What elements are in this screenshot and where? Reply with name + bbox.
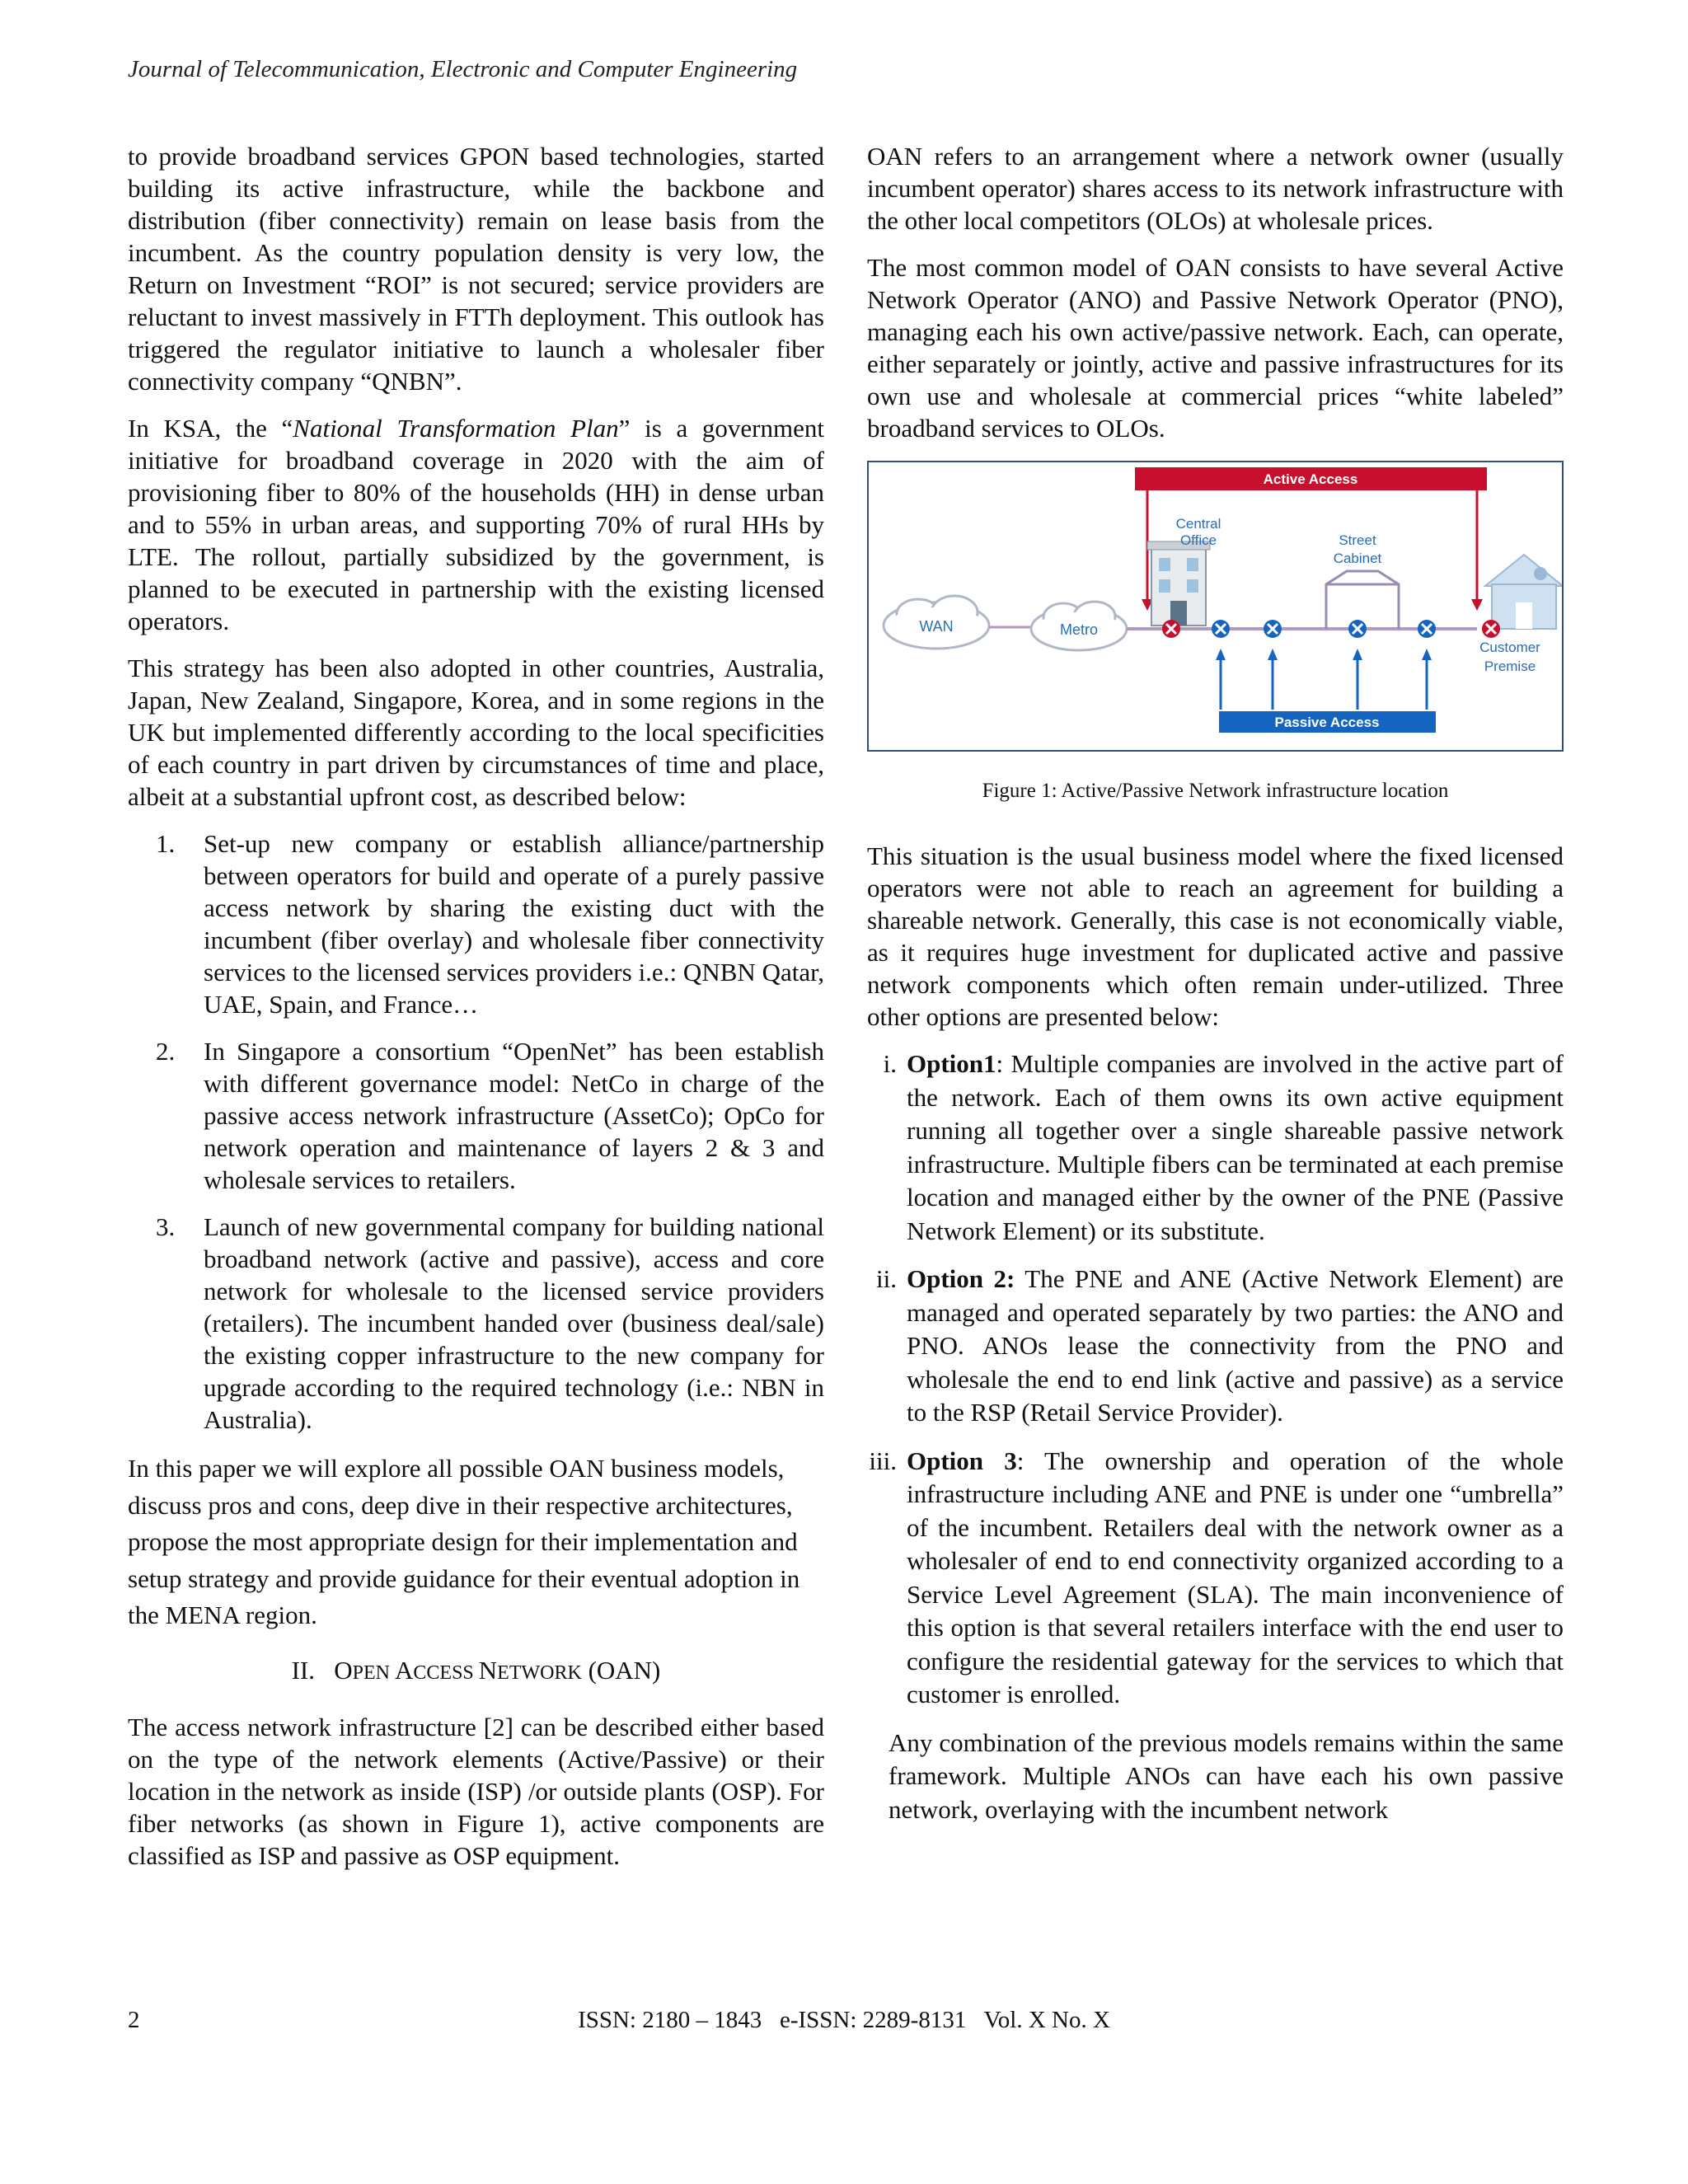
passive-node-4 [1418, 620, 1436, 638]
page-number: 2 [128, 2007, 140, 2033]
right-paragraph-3: This situation is the usual business model where the fixed licensed operators were not able to reach an agreement for building a shareable network. Generally, this case is not economically viable, as it requires huge investment for duplicated active and passive network components which often remain under-utilized. Three other options are presented below: [867, 841, 1564, 1031]
list-item [128, 1035, 824, 1196]
option-number: iii. [869, 1446, 897, 1475]
central-office-label-2: Office [1179, 532, 1217, 548]
list-text: Set-up new company or establish alliance/partnership between operators for build and operate of a purely passive access network by sharing the existing duct with the incumbent (fiber overlay) and wholesale fiber connectivity services to the licensed services providers i.e.: QNBN Qatar, UAE, Spain, and France… [204, 829, 824, 1019]
wan-label: WAN [919, 618, 954, 635]
right-paragraph-1: OAN refers to an arrangement where a network owner (usually incumbent operator) shares access to its network infrastructure with the other local competitors (OLOs) at wholesale prices. [867, 142, 1564, 235]
passive-access-label: Passive Access [1274, 715, 1380, 730]
option-label: Option 2: [907, 1264, 1015, 1293]
option-item [867, 1047, 1564, 1248]
section-word-2-rest: CCESS [413, 1661, 479, 1684]
active-node-customer [1482, 620, 1500, 638]
metro-label: Metro [1059, 621, 1099, 638]
option-text: : The ownership and operation of the whole infrastructure including ANE and PNE is under one “umbrella” of the incumbent. Retailers deal with the network owner as a wholesaler of end to end connectivity organized according to a Service Level Agreement (SLA). The main inconvenience of this option is that several retailers interface with the end user to configure the residential gateway for the services to which that customer is enrolled. [907, 1446, 1564, 1708]
street-cabinet [1326, 571, 1399, 629]
list-number: 1. [156, 829, 176, 858]
right-paragraph-2: The most common model of OAN consists to have several Active Network Operator (ANO) and Passive Network Operator (PNO), managing each his own active/passive network. Each, can operate, either separately or jointly, active and passive infrastructures for its own use and wholesale at commercial prices “white labeled” broadband services to OLOs. [867, 253, 1564, 443]
figure-caption: Figure 1: Active/Passive Network infrastructure location [982, 780, 1449, 802]
left-column [128, 140, 824, 1886]
wan-cloud [884, 596, 989, 649]
central-office-building [1147, 541, 1210, 626]
option-item [867, 1445, 1564, 1712]
customer-premise-label-2: Premise [1484, 658, 1536, 674]
option-number: i. [883, 1049, 897, 1078]
central-office-label-1: Central [1175, 516, 1221, 532]
passive-node-3 [1348, 620, 1367, 638]
right-column [867, 140, 1564, 1841]
ksa-text-a: In KSA, the “ [128, 414, 293, 443]
metro-cloud [1031, 602, 1127, 650]
left-paragraph-3: This strategy has been also adopted in other countries, Australia, Japan, New Zealand, Singapore, Korea, and in some regions in the UK but implemented differently according to the local specificities of each country in part driven by circumstances of time and place, albeit at a substantial upfront cost, as described below: [128, 654, 824, 811]
list-text: In Singapore a consortium “OpenNet” has been establish with different governance model: NetCo in charge of the passive access network infrastructure (AssetCo); OpCo for network operation and maintenance of layers 2 & 3 and wholesale services to retailers. [204, 1037, 824, 1194]
ksa-text-b: ” is a government initiative for broadband coverage in 2020 with the aim of provisioning fiber to 80% of the households (HH) in dense urban and to 55% in urban areas, and supporting 70% of rural HHs by LTE. The rollout, partially subsidized by the government, is planned to be executed in partnership with the existing licensed operators. [128, 414, 824, 635]
option-item [867, 1263, 1564, 1430]
figure-1 [867, 461, 1564, 752]
active-arrowhead-right [1471, 599, 1483, 611]
option-number: ii. [876, 1264, 897, 1293]
option-text: The PNE and ANE (Active Network Element) are managed and operated separately by two parties: the ANO and PNO. ANOs lease the connectivity from the PNO and wholesale the end to end link (active and passive) as a service to the RSP (Retail Service Provider). [907, 1264, 1564, 1427]
list-text: Launch of new governmental company for building national broadband network (active and passive), access and core network for wholesale to the licensed service providers (retailers). The incumbent handed over (business deal/sale) the existing copper infrastructure to the new company for upgrade according to the required technology (i.e.: NBN in Australia). [204, 1212, 824, 1434]
network-diagram [869, 462, 1562, 750]
list-number: 3. [156, 1212, 176, 1241]
customer-premise-label-1: Customer [1479, 640, 1540, 655]
street-cabinet-label-2: Cabinet [1333, 551, 1382, 566]
left-paragraph-5: The access network infrastructure [2] can be described either based on the type of the network elements (Active/Passive) or their location in the network as inside (ISP) /or outside plants (OSP). For fiber networks (as shown in Figure 1), active components are classified as ISP and passive as OSP equipment. [128, 1712, 824, 1870]
section-heading [128, 1654, 824, 1690]
section-word-3-initial: N [478, 1655, 498, 1685]
journal-header: Journal of Telecommunication, Electronic and Computer Engineering [128, 56, 798, 82]
left-paragraph-1: to provide broadband services GPON based technologies, started building its active infrastructure, while the backbone and distribution (fiber connectivity) remain on lease basis from the incumbent. As the country population density is very low, the Return on Investment “ROI” is not secured; service providers are reluctant to invest massively in FTTh deployment. This outlook has triggered the regulator initiative to launch a wholesaler fiber connectivity company “QNBN”. [128, 142, 824, 396]
option-text: : Multiple companies are involved in the active part of the network. Each of them owns its own active equipment running all together over a single shareable passive network infrastructure. Multiple fibers can be terminated at each premise location and managed either by the owner of the PNE (Passive Network Element) or its substitute. [907, 1049, 1564, 1245]
strategy-list [128, 827, 824, 1436]
passive-arrows [1216, 649, 1432, 710]
option-label: Option 3 [907, 1446, 1017, 1475]
national-transformation-plan: National Transformation Plan [293, 414, 619, 443]
issn-footer [0, 2007, 1688, 2034]
section-word-1-rest: PEN [352, 1661, 395, 1684]
section-word-3-rest: ETWORK [497, 1661, 582, 1684]
section-tail: (OAN) [581, 1655, 661, 1685]
left-paragraph-4: In this paper we will explore all possible OAN business models, discuss pros and cons, deep dive in their respective architectures, propose the most appropriate design for their implementation and setup strategy and provide guidance for their eventual adoption in the MENA region. [128, 1454, 800, 1629]
option-label: Option1 [907, 1049, 996, 1078]
passive-node-2 [1264, 620, 1282, 638]
section-word-1-initial: O [334, 1655, 353, 1685]
passive-node-1 [1212, 620, 1230, 638]
section-number: II. [291, 1655, 316, 1685]
list-item [128, 827, 824, 1020]
right-paragraph-4: Any combination of the previous models remains within the same framework. Multiple ANOs can have each his own passive network, overlaying with the incumbent network [889, 1727, 1564, 1824]
left-paragraph-2 [128, 412, 824, 637]
customer-house-icon [1485, 555, 1562, 629]
issn-text: ISSN: 2180 – 1843 e-ISSN: 2289-8131 Vol. X No. X [578, 2007, 1110, 2033]
active-node-central [1162, 620, 1180, 638]
active-access-label: Active Access [1263, 471, 1358, 487]
options-list [867, 1047, 1564, 1712]
section-word-2-initial: A [395, 1655, 414, 1685]
list-item [128, 1211, 824, 1436]
list-number: 2. [156, 1037, 176, 1066]
street-cabinet-label-1: Street [1339, 532, 1376, 548]
